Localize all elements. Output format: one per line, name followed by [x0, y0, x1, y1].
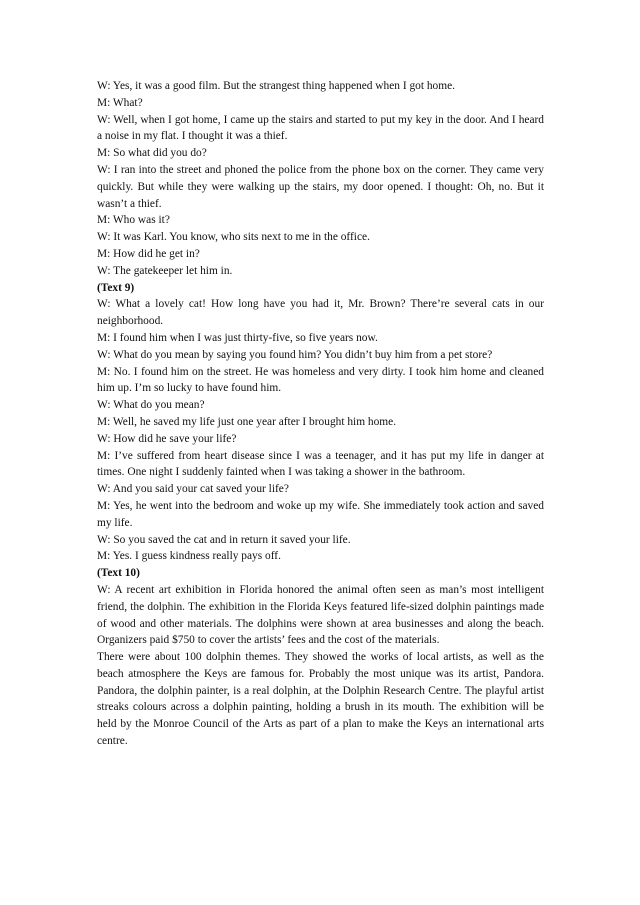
section-heading-text9: (Text 9)	[97, 281, 135, 294]
dialogue-line: W: How did he save your life?	[97, 432, 237, 445]
dialogue-line: W: What do you mean by saying you found him? You didn’t buy him from a pet store?	[97, 348, 493, 361]
dialogue-line: W: What do you mean?	[97, 399, 205, 412]
dialogue-line: M: So what did you do?	[97, 147, 207, 160]
dialogue-line: W: The gatekeeper let him in.	[97, 264, 233, 277]
dialogue-line: M: No. I found him on the street. He was homeless and very dirty. I took him home and cleaned him up. I’m so lucky to have found him.	[97, 365, 544, 395]
dialogue-line: M: Yes. I guess kindness really pays off.	[97, 550, 281, 563]
dialogue-line: W: Yes, it was a good film. But the strangest thing happened when I got home.	[97, 80, 456, 92]
dialogue-line: M: Yes, he went into the bedroom and woke up my wife. She immediately took action and saved my life.	[97, 499, 544, 529]
dialogue-line: M: What?	[97, 96, 143, 109]
body-paragraph: W: A recent art exhibition in Florida honored the animal often seen as man’s most intelligent friend, the dolphin. The exhibition in the Florida Keys featured life-sized dolphin paintings made of wood and other materials. The dolphins were shown at area businesses and along the beach. Organizers paid $750 to cover the artists’ fees and the cost of the materials.	[97, 583, 544, 647]
dialogue-line: M: I’ve suffered from heart disease since I was a teenager, and it has put my life in danger at times. One night I suddenly fainted when I was taking a shower in the bathroom.	[97, 449, 544, 479]
dialogue-line: W: It was Karl. You know, who sits next to me in the office.	[97, 231, 370, 244]
dialogue-line: W: What a lovely cat! How long have you had it, Mr. Brown? There’re several cats in our neighborhood.	[97, 298, 544, 328]
dialogue-line: M: How did he get in?	[97, 247, 200, 260]
dialogue-line: M: I found him when I was just thirty-five, so five years now.	[97, 331, 378, 344]
dialogue-line: W: And you said your cat saved your life?	[97, 483, 289, 496]
dialogue-line: W: Well, when I got home, I came up the stairs and started to put my key in the door. And I heard a noise in my flat. I thought it was a thief.	[97, 113, 544, 143]
dialogue-line: M: Well, he saved my life just one year after I brought him home.	[97, 415, 397, 428]
section-heading-text10: (Text 10)	[97, 567, 140, 580]
dialogue-line: W: I ran into the street and phoned the police from the phone box on the corner. They came very quickly. But while they were walking up the stairs, my door opened. I thought: Oh, no. But it wasn’t a thief.	[97, 163, 544, 210]
dialogue-line: W: So you saved the cat and in return it saved your life.	[97, 533, 351, 546]
dialogue-line: M: Who was it?	[97, 214, 170, 227]
document-page	[97, 78, 544, 750]
body-paragraph: There were about 100 dolphin themes. They showed the works of local artists, as well as the beach atmosphere the Keys are famous for. Probably the most unique was its artist, Pandora. Pandora, the dolphin painter, is a real dolphin, at the Dolphin Research Centre. The playful artist streaks colours across a dolphin painting, holding a brush in its mouth. The exhibition will be held by the Monroe Council of the Arts as part of a plan to make the Keys an international arts centre.	[97, 651, 544, 748]
